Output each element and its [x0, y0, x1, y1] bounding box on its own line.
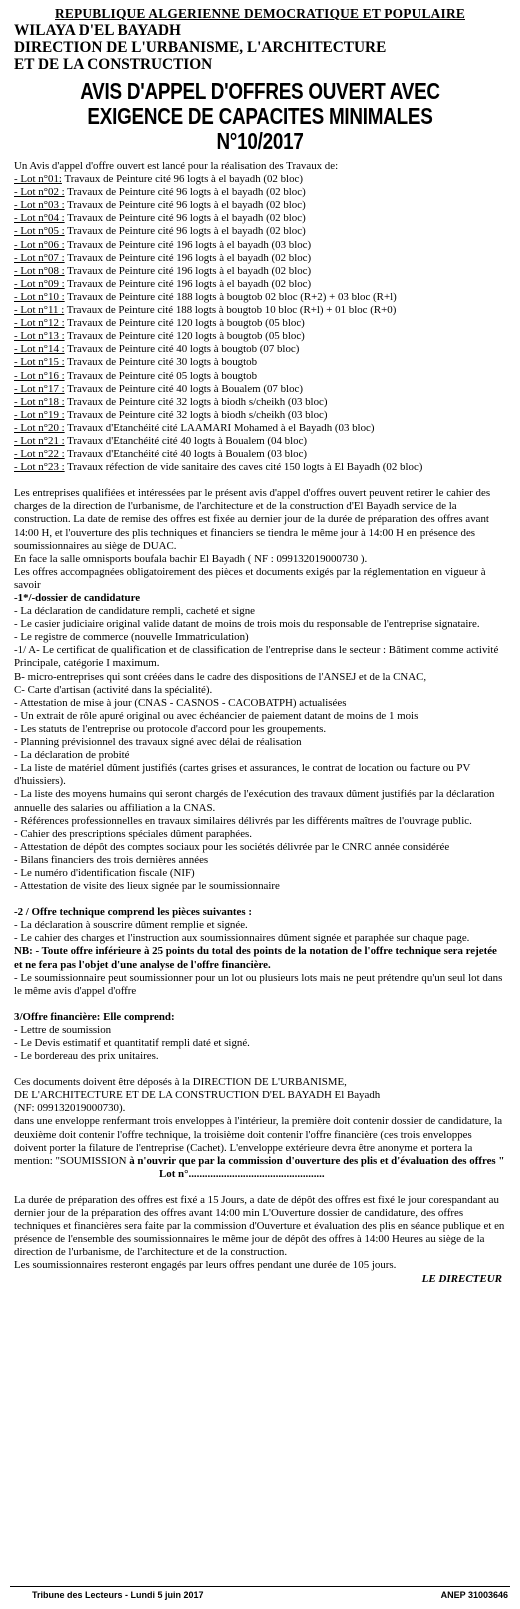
offre-financiere-item: - Lettre de soumission: [14, 1023, 112, 1036]
direction-heading-2: ET DE LA CONSTRUCTION: [14, 56, 213, 73]
lot-item: [14, 343, 506, 356]
dossier-item: - Cahier des prescriptions spéciales dûment paraphées.: [14, 827, 252, 840]
lot-item: [14, 356, 506, 369]
dossier-item: - Références professionnelles en travaux similaires délivrés par les différents maîtres de l'ouvrage public.: [14, 814, 472, 827]
signature: LE DIRECTEUR: [421, 1272, 502, 1285]
dossier-item: - La déclaration de probité: [14, 749, 130, 762]
title-line-1: AVIS D'APPEL D'OFFRES OUVERT AVEC: [80, 78, 440, 104]
lot-item: [14, 383, 506, 396]
dossier-item: -1/ A- Le certificat de qualification et de classification de l'entreprise dans le secteur : Bâtiment comme activité Principale, catégorie I maximum.: [14, 644, 499, 670]
footer-publication: Tribune des Lecteurs - Lundi 5 juin 2017: [32, 1590, 204, 1600]
lot-number: - Lot n°20 :: [14, 421, 65, 434]
lot-description: Travaux réfection de vide sanitaire des caves cité 150 logts à El Bayadh (02 bloc): [64, 461, 423, 474]
lot-number: - Lot n°08 :: [14, 264, 65, 277]
dossier-item: - Un extrait de rôle apuré original ou avec échéancier de paiement datant de moins de 1 mois: [14, 709, 419, 722]
final-paragraph: La durée de préparation des offres est fixé a 15 Jours, a date de dépôt des offres est fixé le jour corespandant au dernier jour de la préparation des offres avant 14:00 min L'Ouverture dossier de candidature, des offres techniques et financières sera faite par la commission d'Ouverture et évaluation des plis en séance publique et en présence de l'ensemble des soumissionnaires le même jour de dépôt des offres à 14:00 Heures au siège de la direction de l'urbanisme, de l'architecture et de la construction.: [14, 1193, 505, 1259]
lot-number: - Lot n°10 :: [14, 290, 65, 303]
nb-after: - Le soumissionnaire peut soumissionner pour un lot ou plusieurs lots mais ne peut prétendre qu'un seul lot dans le même avis d'appel d'offre: [14, 971, 503, 997]
dossier-item: C- Carte d'artisan (activité dans la spécialité).: [14, 683, 213, 696]
republic-heading: REPUBLIQUE ALGERIENNE DEMOCRATIQUE ET POPULAIRE: [55, 6, 465, 21]
dossier-item: - La liste des moyens humains qui seront chargés de l'exécution des travaux dûment justifiés par la déclaration annuelle des salaries ou affiliation a la CNAS.: [14, 788, 495, 814]
lot-number: - Lot n°12 :: [14, 317, 65, 330]
offre-financiere-item: - Le bordereau des prix unitaires.: [14, 1050, 159, 1063]
lot-item: [14, 186, 506, 199]
lot-description: Travaux de Peinture cité 40 logts à bougtob (07 bloc): [64, 343, 300, 356]
lot-number: - Lot n°06 :: [14, 238, 65, 251]
title-line-2: EXIGENCE DE CAPACITES MINIMALES: [87, 103, 433, 129]
lot-item: [14, 304, 506, 317]
lot-number: - Lot n°01:: [14, 173, 62, 186]
lot-item: [14, 278, 506, 291]
paragraph-1: Les entreprises qualifiées et intéressées par le présent avis d'appel d'offres ouvert peuvent retirer le cahier des charges de la direction de l'urbanisme, de l'architecture et de la construction d'El Bayadh service de la construction. La date de remise des offres est fixée au dernier jour de la durée de préparation des offres avant 14:00 H, et l'ouverture des plis techniques et financiers se tiendra le même jour à 14:00 H en présence des soumissionnaires au siège de DUAC.: [14, 487, 491, 552]
notice-page: [14, 6, 506, 1286]
notice-title: [14, 79, 506, 155]
dossier-item: - Le numéro d'identification fiscale (NIF): [14, 866, 195, 879]
lot-description: Travaux de Peinture cité 96 logts à el bayadh (02 bloc): [64, 212, 306, 225]
lot-number: - Lot n°07 :: [14, 251, 65, 264]
lot-number: - Lot n°16 :: [14, 369, 65, 382]
lot-item: [14, 409, 506, 422]
lot-description: Travaux de Peinture cité 196 logts à el bayadh (03 bloc): [64, 238, 312, 251]
lot-description: Travaux de Peinture cité 30 logts à bougtob: [64, 356, 258, 369]
offre-technique-item: - Le cahier des charges et l'instruction aux soumissionnaires dûment signée et paraphée sur chaque page.: [14, 932, 470, 945]
lot-description: Travaux de Peinture cité 196 logts à el bayadh (02 bloc): [64, 277, 312, 290]
wilaya-heading: WILAYA D'EL BAYADH: [14, 22, 181, 39]
lot-description: Travaux de Peinture cité 32 logts à biodh s/cheikh (03 bloc): [64, 395, 328, 408]
lot-number: - Lot n°14 :: [14, 343, 65, 356]
lot-item: [14, 461, 506, 474]
dossier-title: -1*/-dossier de candidature: [14, 592, 141, 604]
offre-financiere-list: [14, 1024, 506, 1063]
dossier-item: - Le registre de commerce (nouvelle Immatriculation): [14, 631, 249, 644]
lot-number: - Lot n°09 :: [14, 277, 65, 290]
lot-number: - Lot n°02 :: [14, 186, 65, 199]
dossier-item: - Le casier judiciaire original valide datant de moins de trois mois du responsable de l'entreprise signataire.: [14, 618, 480, 631]
lot-description: Travaux de Peinture cité 188 logts à bougtob 02 bloc (R+2) + 03 bloc (R+l): [64, 290, 397, 303]
lot-item: [14, 212, 506, 225]
dossier-item: - Planning prévisionnel des travaux signé avec délai de réalisation: [14, 736, 302, 749]
lot-item: [14, 225, 506, 238]
page-footer: [10, 1586, 510, 1600]
lot-item: [14, 265, 506, 278]
lot-number: - Lot n°18 :: [14, 395, 65, 408]
lot-number: - Lot n°17 :: [14, 382, 65, 395]
lot-item: [14, 330, 506, 343]
dossier-item: - Attestation de visite des lieux signée par le soumissionnaire: [14, 880, 280, 893]
lot-description: Travaux de Peinture cité 32 logts à biodh s/cheikh (03 bloc): [64, 408, 328, 421]
lot-description: Travaux d'Etanchéité cité 40 logts à Boualem (04 bloc): [64, 434, 308, 447]
lot-number: - Lot n°21 :: [14, 434, 65, 447]
lot-description: Travaux de Peinture cité 96 logts à el bayadh (02 bloc): [64, 225, 306, 238]
lot-item: [14, 422, 506, 435]
lot-description: Travaux de Peinture cité 96 logts à el bayadh (02 bloc): [64, 186, 306, 199]
offre-financiere-title: 3/Offre financière: Elle comprend:: [14, 1010, 175, 1023]
dossier-item: - Bilans financiers des trois dernières années: [14, 853, 209, 866]
lot-description: Travaux de Peinture cité 96 logts à el bayadh (02 bloc): [61, 173, 303, 186]
title-line-3: N°10/2017: [216, 128, 304, 154]
lot-item: [14, 239, 506, 252]
lot-number: - Lot n°15 :: [14, 356, 65, 369]
lot-item: [14, 448, 506, 461]
deposit-text: dans une enveloppe renfermant trois enveloppes à l'intérieur, la première doit contenir dossier de candidature, la deuxième doit contenir l'offre technique, la troisième doit contenir l'offre financière (ces trois enveloppes doivent porter la filature de l'entreprise (Cachet). L'enveloppe extérieure devra être anonyme et portera la mention: "SOUMISSION: [14, 1115, 503, 1167]
deposit-paragraph: [14, 1115, 506, 1167]
lot-description: Travaux de Peinture cité 05 logts à bougtob: [64, 369, 258, 382]
lot-item: [14, 370, 506, 383]
dossier-item: - La déclaration de candidature rempli, cacheté et signe: [14, 605, 255, 618]
lot-item: [14, 291, 506, 304]
lot-number: - Lot n°11 :: [14, 304, 65, 317]
lot-description: Travaux d'Etanchéité cité 40 logts à Boualem (03 bloc): [64, 448, 308, 461]
paragraph-3: Les offres accompagnées obligatoirement des pièces et documents exigés par la réglementation en vigueur à savoir: [14, 565, 486, 591]
lot-number: - Lot n°22 :: [14, 448, 65, 461]
lot-description: Travaux de Peinture cité 120 logts à bougtob (05 bloc): [64, 317, 305, 330]
lot-item: [14, 396, 506, 409]
offre-technique-item: - La déclaration à souscrire dûment remplie et signée.: [14, 919, 248, 932]
direction-heading-1: DIRECTION DE L'URBANISME, L'ARCHITECTURE: [14, 39, 387, 56]
lot-description: Travaux de Peinture cité 188 logts à bougtob 10 bloc (R+l) + 01 bloc (R+0): [64, 304, 397, 317]
dossier-item: - Les statuts de l'entreprise ou protocole d'accord pour les groupements.: [14, 722, 327, 735]
lot-number: - Lot n°05 :: [14, 225, 65, 238]
lot-description: Travaux de Peinture cité 40 logts à Boualem (07 bloc): [64, 382, 303, 395]
dossier-item: - Attestation de mise à jour (CNAS - CASNOS - CACOBATPH) actualisées: [14, 696, 347, 709]
lot-description: Travaux d'Etanchéité cité LAAMARI Mohamed à el Bayadh (03 bloc): [64, 421, 375, 434]
deposit-bold-text: à n'ouvrir que par la commission d'ouverture des plis et d'évaluation des offres ": [129, 1154, 505, 1167]
lot-number: - Lot n°03 :: [14, 199, 65, 212]
intro-text: Un Avis d'appel d'offre ouvert est lancé pour la réalisation des Travaux de:: [14, 160, 339, 172]
lot-item: [14, 252, 506, 265]
lot-number: - Lot n°13 :: [14, 330, 65, 343]
offre-technique-title: -2 / Offre technique comprend les pièces suivantes :: [14, 906, 252, 919]
dossier-item: - La liste de matériel dûment justifiés (cartes grises et assurances, le contrat de location ou facture ou PV d'huissiers).: [14, 762, 471, 788]
lot-item: [14, 199, 506, 212]
lot-description: Travaux de Peinture cité 96 logts à el bayadh (02 bloc): [64, 199, 306, 212]
dossier-item: B- micro-entreprises qui sont créées dans le cadre des dispositions de l'ANSEJ et de la CNAC,: [14, 670, 427, 683]
lot-number: - Lot n°04 :: [14, 212, 65, 225]
lot-description: Travaux de Peinture cité 196 logts à el bayadh (02 bloc): [64, 264, 312, 277]
nb-note: NB: - Toute offre inférieure à 25 points du total des points de la notation de l'offre technique sera rejetée et ne fera pas l'objet d'une analyse de l'offre financière.: [14, 945, 497, 971]
dossier-list: [14, 605, 506, 893]
lot-item: [14, 435, 506, 448]
lots-list: [14, 173, 506, 474]
notice-body: [14, 160, 506, 1286]
lot-item: [14, 173, 506, 186]
deposit-line-3: (NF: 099132019000730).: [14, 1102, 126, 1115]
dossier-item: - Attestation de dépôt des comptes sociaux pour les sociétés délivrée par le CNRC année considérée: [14, 840, 450, 853]
lot-description: Travaux de Peinture cité 120 logts à bougtob (05 bloc): [64, 330, 305, 343]
lot-description: Travaux de Peinture cité 196 logts à el bayadh (02 bloc): [64, 251, 312, 264]
deposit-lot-line: Lot n°..................................................: [159, 1167, 325, 1180]
deposit-line-1: Ces documents doivent être déposés à la DIRECTION DE L'URBANISME,: [14, 1076, 347, 1089]
footer-reference: ANEP 31003646: [440, 1590, 508, 1600]
final-paragraph-2: Les soumissionnaires resteront engagés par leurs offres pendant une durée de 105 jours.: [14, 1259, 397, 1272]
offre-technique-list: [14, 919, 506, 945]
paragraph-2: En face la salle omnisports boufala bachir El Bayadh ( NF : 099132019000730 ).: [14, 552, 368, 565]
lot-number: - Lot n°23 :: [14, 461, 65, 474]
lot-item: [14, 317, 506, 330]
deposit-line-2: DE L'ARCHITECTURE ET DE LA CONSTRUCTION D'EL BAYADH El Bayadh: [14, 1089, 381, 1102]
offre-financiere-item: - Le Devis estimatif et quantitatif rempli daté et signé.: [14, 1037, 250, 1049]
lot-number: - Lot n°19 :: [14, 408, 65, 421]
